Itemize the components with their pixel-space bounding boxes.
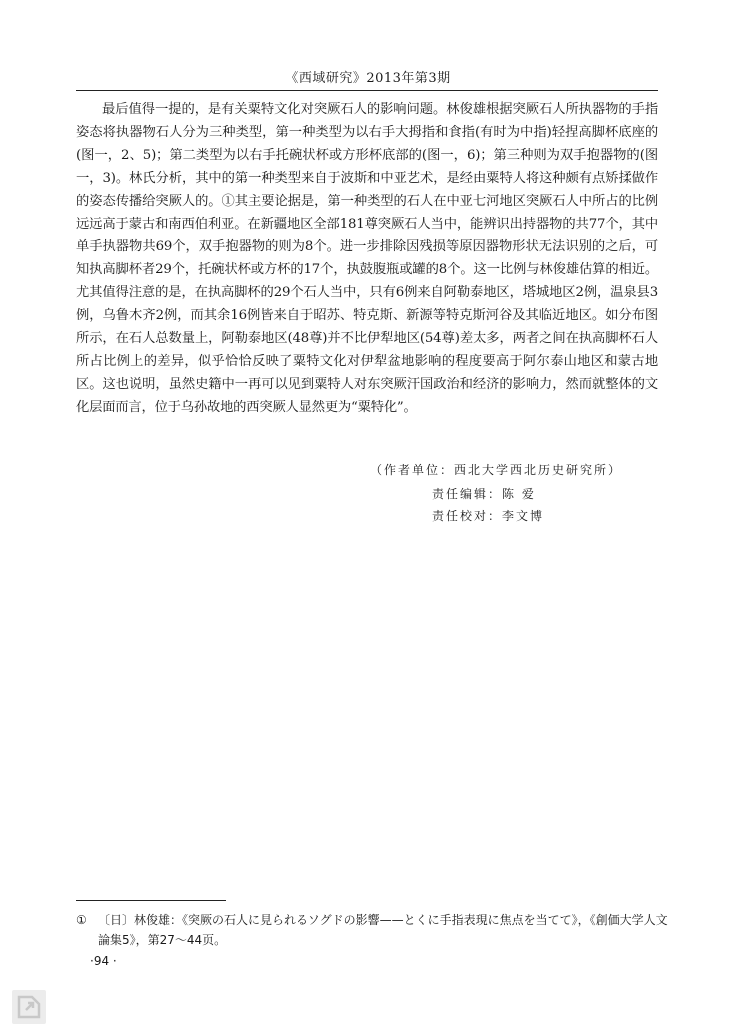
responsible-proofreader: 责任校对：李文博 xyxy=(432,509,545,523)
footnote-text: 〔日〕林俊雄：《突厥の石人に見られるソグドの影響——とくに手指表現に焦点を当てて》，《創価大学人文論集5》，第27～44页。 xyxy=(98,913,668,947)
document-corner-icon xyxy=(12,990,46,1028)
footnote-marker: ① xyxy=(76,913,87,927)
responsible-editor: 责任编辑：陈 爱 xyxy=(432,487,536,501)
journal-header-title: 《西域研究》2013年第3期 xyxy=(285,71,451,86)
author-affiliation: （作者单位：西北大学西北历史研究所） xyxy=(370,463,623,477)
header-divider xyxy=(76,90,658,91)
footnote xyxy=(76,910,676,950)
body-paragraph: 最后值得一提的，是有关粟特文化对突厥石人的影响问题。林俊雄根据突厥石人所执器物的手指姿态将执器物石人分为三种类型，第一种类型为以右手大拇指和食指(有时为中指)轻捏高脚杯底座的(图一，2、5)；第二类型为以右手托碗状杯或方形杯底部的(图一，6)；第三种则为双手抱器物的(图一，3)。林氏分析，其中的第一种类型来自于波斯和中亚艺术，是经由粟特人将这种颇有点矫揉做作的姿态传播给突厥人的。①其主要论据是，第一种类型的石人在中亚七河地区突厥石人中所占的比例远远高于蒙古和南西伯利亚。在新疆地区全部181尊突厥石人当中，能辨识出持器物的共77个，其中单手执器物共69个，双手抱器物的则为8个。进一步排除因残损等原因器物形状无法识别的之后，可知执高脚杯者29个，托碗状杯或方杯的17个，执鼓腹瓶或罐的8个。这一比例与林俊雄估算的相近。尤其值得注意的是，在执高脚杯的29个石人当中，只有6例来自阿勒泰地区，塔城地区2例，温泉县3例，乌鲁木齐2例，而其余16例皆来自于昭苏、特克斯、新源等特克斯河谷及其临近地区。如分布图所示，在石人总数量上，阿勒泰地区(48尊)并不比伊犁地区(54尊)差太多，两者之间在执高脚杯石人所占比例上的差异，似乎恰恰反映了粟特文化对伊犁盆地影响的程度要高于阿尔泰山地区和蒙古地区。这也说明，虽然史籍中一再可以见到粟特人对东突厥汗国政治和经济的影响力，然而就整体的文化层面而言，位于乌孙故地的西突厥人显然更为“粟特化”。 xyxy=(76,102,658,415)
footnote-divider xyxy=(76,900,226,901)
page-number: ·94 · xyxy=(90,954,117,968)
